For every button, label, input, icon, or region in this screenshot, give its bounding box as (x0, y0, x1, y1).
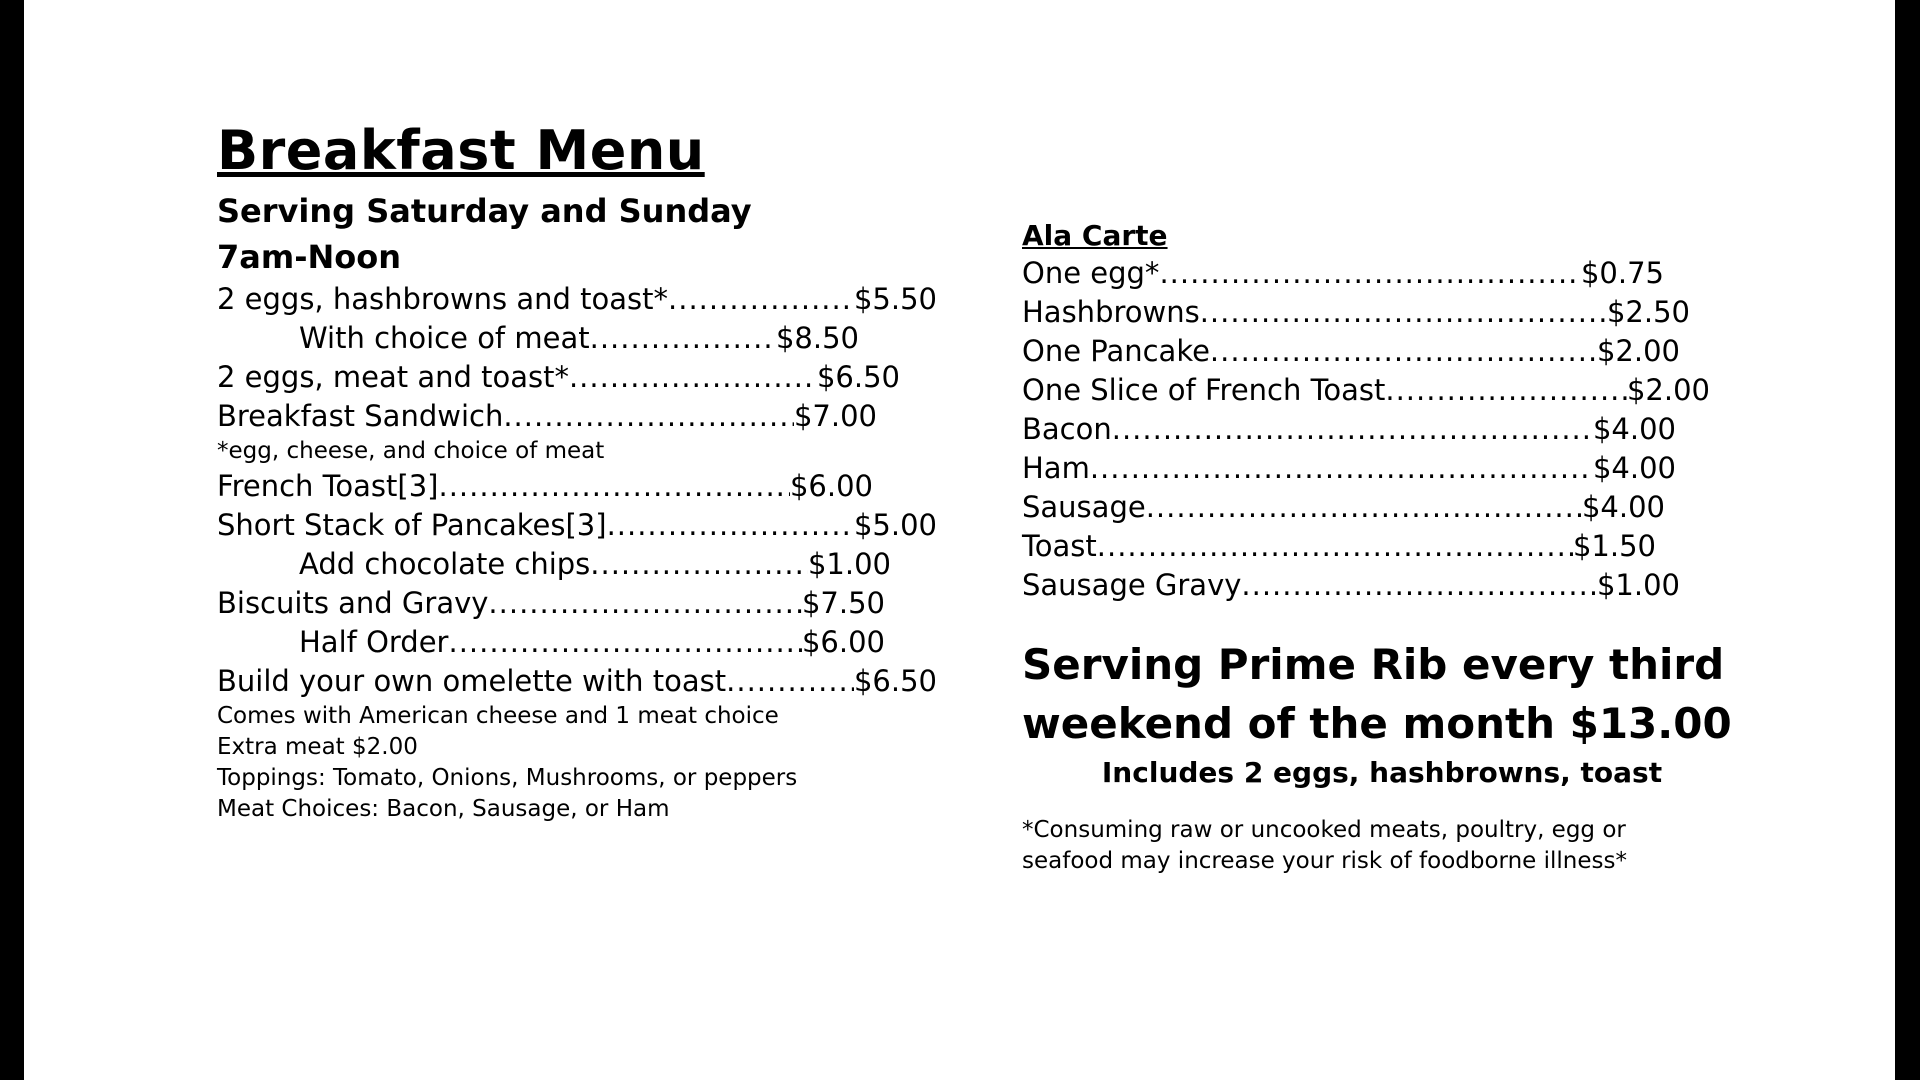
leader-dots (1385, 371, 1627, 410)
item-label: One Pancake (1022, 334, 1210, 368)
sandwich-note: *egg, cheese, and choice of meat (217, 438, 605, 464)
leader-dots (668, 280, 854, 319)
item-price: $5.00 (853, 508, 937, 542)
item-price: $5.50 (853, 282, 937, 316)
item-price: $4.00 (1592, 451, 1676, 485)
item-price: $4.00 (1592, 412, 1676, 446)
leader-dots (438, 467, 789, 506)
menu-item (217, 319, 859, 358)
menu-item (217, 280, 937, 319)
leader-dots (1112, 410, 1593, 449)
item-price: $6.00 (801, 625, 885, 659)
menu-item (217, 397, 877, 436)
omelette-note: Toppings: Tomato, Onions, Mushrooms, or peppers (217, 765, 798, 791)
leader-dots (1146, 488, 1582, 527)
item-label: One egg* (1022, 256, 1160, 290)
menu-item (217, 545, 891, 584)
leader-dots (569, 358, 817, 397)
omelette-note: Extra meat $2.00 (217, 734, 418, 760)
ala-carte-item (1022, 449, 1676, 488)
item-price: $4.00 (1581, 490, 1665, 524)
disclaimer (1022, 815, 1762, 877)
leader-dots (1097, 527, 1573, 566)
item-price: $6.00 (789, 469, 873, 503)
ala-carte-item (1022, 371, 1710, 410)
item-label: Sausage Gravy (1022, 568, 1242, 602)
menu-item (217, 623, 885, 662)
item-label: Half Order (299, 625, 449, 659)
leader-dots (1200, 293, 1607, 332)
menu-item (217, 358, 900, 397)
menu-title: Breakfast Menu (217, 119, 705, 182)
leader-dots (488, 584, 802, 623)
item-label: Ham (1022, 451, 1090, 485)
leader-dots (1090, 449, 1593, 488)
prime-rib-line-2: weekend of the month $13.00 (1022, 699, 1732, 748)
leader-dots (503, 397, 794, 436)
omelette-note: Meat Choices: Bacon, Sausage, or Ham (217, 796, 670, 822)
ala-carte-item (1022, 254, 1664, 293)
leader-dots (590, 545, 808, 584)
item-price: $2.50 (1606, 295, 1690, 329)
item-price: $0.75 (1580, 256, 1664, 290)
item-price: $8.50 (775, 321, 859, 355)
item-label: Breakfast Sandwich (217, 399, 504, 433)
omelette-note: Comes with American cheese and 1 meat choice (217, 703, 779, 729)
ala-carte-item (1022, 332, 1680, 371)
leader-dots (448, 623, 801, 662)
item-label: French Toast[3] (217, 469, 439, 503)
menu-item (217, 662, 937, 701)
leader-dots (1241, 566, 1597, 605)
leader-dots (607, 506, 854, 545)
ala-carte-item (1022, 293, 1690, 332)
item-label: Sausage (1022, 490, 1146, 524)
serving-days: Serving Saturday and Sunday (217, 192, 752, 230)
prime-rib-includes: Includes 2 eggs, hashbrowns, toast (1101, 756, 1663, 789)
item-label: Add chocolate chips (299, 547, 591, 581)
ala-carte-item (1022, 488, 1665, 527)
item-label: Toast (1022, 529, 1097, 563)
ala-carte-item (1022, 566, 1680, 605)
item-label: One Slice of French Toast (1022, 373, 1386, 407)
item-price: $7.00 (793, 399, 877, 433)
item-price: $6.50 (816, 360, 900, 394)
item-label: With choice of meat (299, 321, 590, 355)
leader-dots (726, 662, 854, 701)
ala-carte-item (1022, 410, 1676, 449)
menu-item (217, 467, 873, 506)
menu-item (217, 584, 885, 623)
disclaimer-line-2: seafood may increase your risk of foodborne illness* (1022, 848, 1627, 874)
item-label: 2 eggs, meat and toast* (217, 360, 569, 394)
menu-item (217, 506, 937, 545)
item-price: $1.50 (1572, 529, 1656, 563)
prime-rib-line-1: Serving Prime Rib every third (1022, 640, 1725, 689)
item-label: Biscuits and Gravy (217, 586, 489, 620)
item-label: 2 eggs, hashbrowns and toast* (217, 282, 669, 316)
breakfast-menu-column (217, 120, 937, 825)
serving-hours: 7am-Noon (217, 238, 402, 276)
leader-dots (1159, 254, 1581, 293)
item-price: $6.50 (853, 664, 937, 698)
disclaimer-line-1: *Consuming raw or uncooked meats, poultry, egg or (1022, 817, 1626, 843)
item-price: $1.00 (1596, 568, 1680, 602)
item-label: Hashbrowns (1022, 295, 1200, 329)
item-price: $7.50 (801, 586, 885, 620)
ala-carte-column (1022, 218, 1762, 877)
leader-dots (590, 319, 776, 358)
menu-slide (24, 0, 1895, 1080)
ala-carte-item (1022, 527, 1656, 566)
ala-carte-heading: Ala Carte (1022, 219, 1168, 252)
leader-dots (1210, 332, 1597, 371)
item-label: Bacon (1022, 412, 1112, 446)
item-price: $1.00 (807, 547, 891, 581)
item-price: $2.00 (1596, 334, 1680, 368)
item-label: Short Stack of Pancakes[3] (217, 508, 607, 542)
item-price: $2.00 (1626, 373, 1710, 407)
item-label: Build your own omelette with toast (217, 664, 727, 698)
